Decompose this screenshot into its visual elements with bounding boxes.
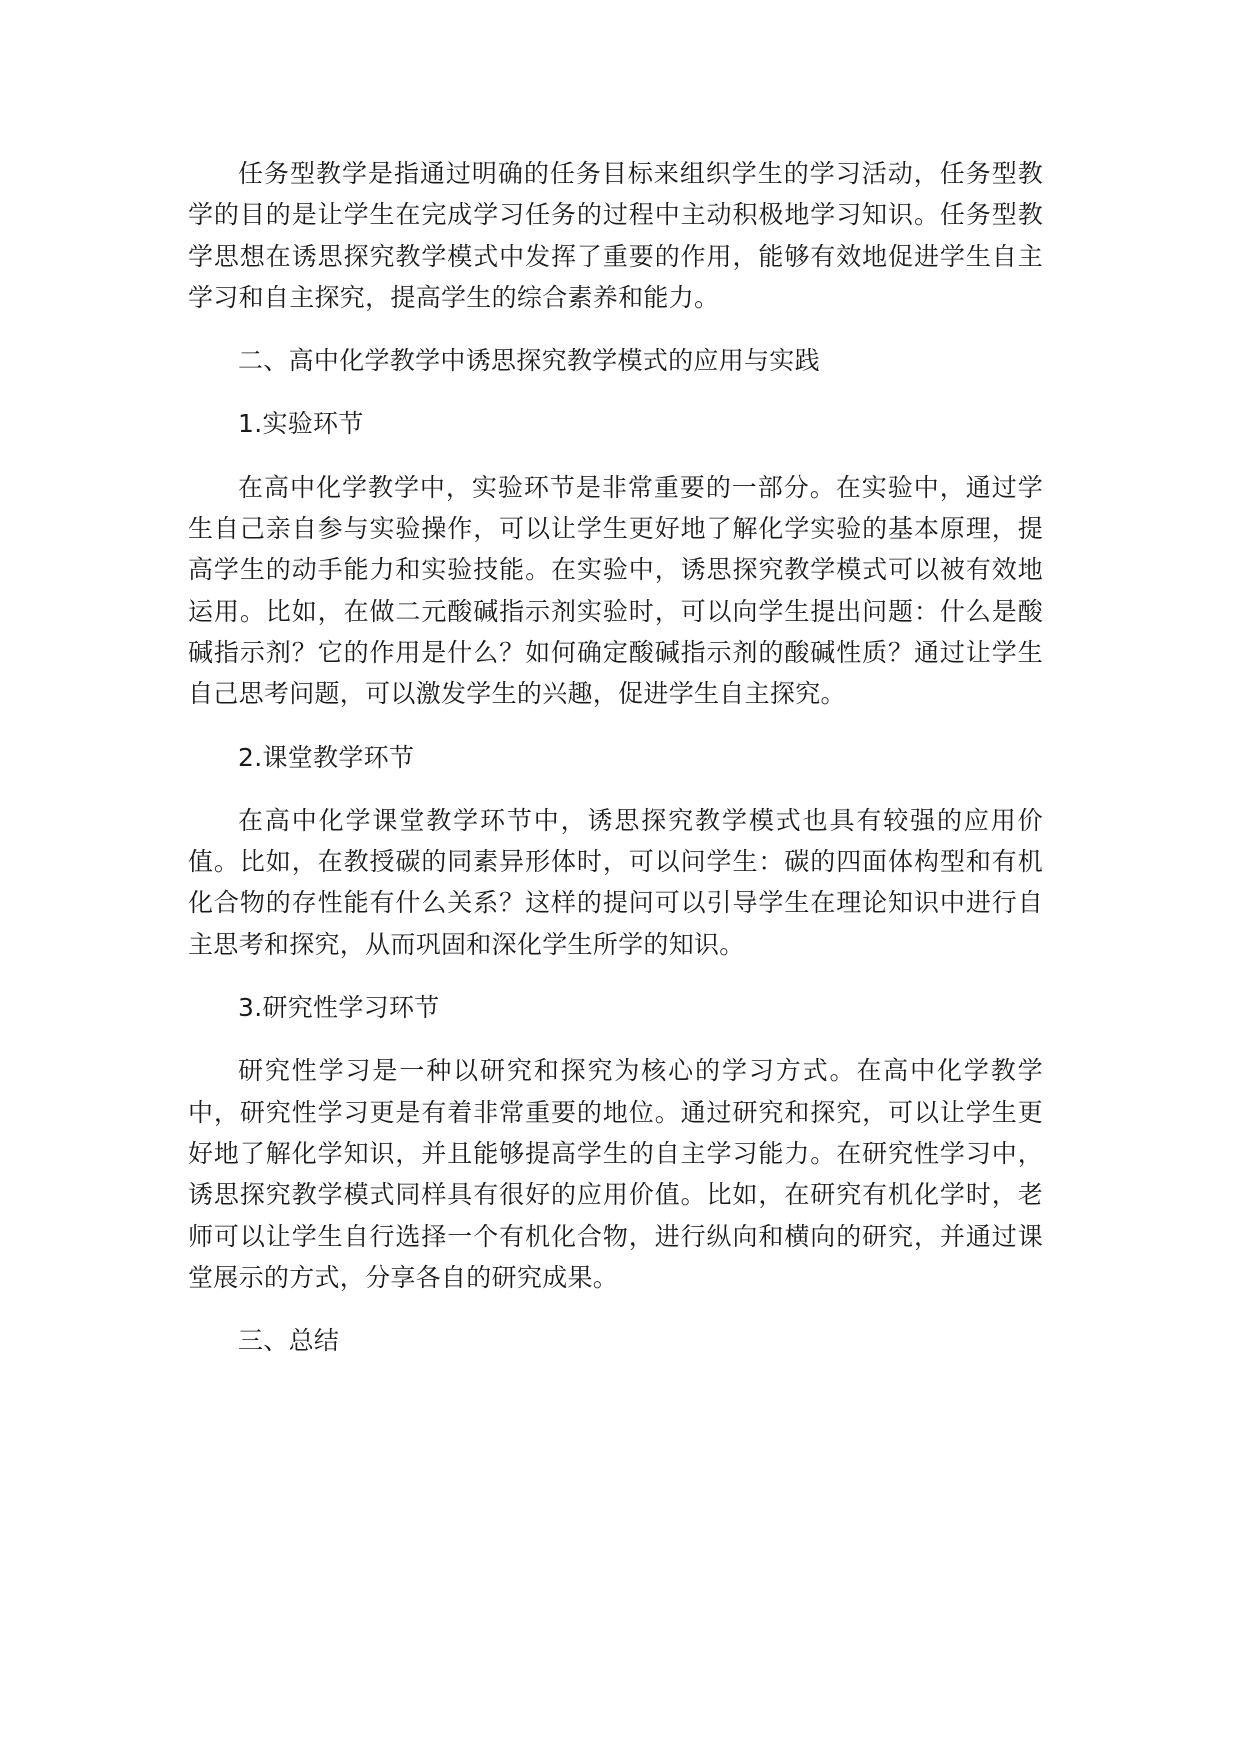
section-heading-summary: 三、总结	[238, 1326, 340, 1356]
paragraph-task-based-teaching: 任务型教学是指通过明确的任务目标来组织学生的学习活动，任务型教学的目的是让学生在完成学习任务的过程中主动积极地学习知识。任务型教学思想在诱思探究教学模式中发挥了重要的作用，能够有效地促进学生自主学习和自主探究，提高学生的综合素养和能力。	[188, 159, 1043, 312]
paragraph-research: 研究性学习是一种以研究和探究为核心的学习方式。在高中化学教学中，研究性学习更是有着非常重要的地位。通过研究和探究，可以让学生更好地了解化学知识，并且能够提高学生的自主学习能力。在研究性学习中，诱思探究教学模式同样具有很好的应用价值。比如，在研究有机化学时，老师可以让学生自行选择一个有机化合物，进行纵向和横向的研究，并通过课堂展示的方式，分享各自的研究成果。	[188, 1056, 1043, 1292]
paragraph-classroom: 在高中化学课堂教学环节中，诱思探究教学模式也具有较强的应用价值。比如，在教授碳的同素异形体时，可以问学生：碳的四面体构型和有机化合物的存性能有什么关系？这样的提问可以引导学生在理论知识中进行自主思考和探究，从而巩固和深化学生所学的知识。	[188, 805, 1043, 959]
subheading-experiment: 1.实验环节	[238, 409, 364, 439]
document-body	[188, 153, 1043, 1361]
subheading-research: 3.研究性学习环节	[238, 993, 440, 1023]
section-heading-application: 二、高中化学教学中诱思探究教学模式的应用与实践	[238, 346, 820, 376]
paragraph-experiment: 在高中化学教学中，实验环节是非常重要的一部分。在实验中，通过学生自己亲自参与实验操作，可以让学生更好地了解化学实验的基本原理，提高学生的动手能力和实验技能。在实验中，诱思探究教学模式可以被有效地运用。比如，在做二元酸碱指示剂实验时，可以向学生提出问题：什么是酸碱指示剂？它的作用是什么？如何确定酸碱指示剂的酸碱性质？通过让学生自己思考问题，可以激发学生的兴趣，促进学生自主探究。	[188, 472, 1043, 709]
subheading-classroom: 2.课堂教学环节	[238, 742, 415, 772]
